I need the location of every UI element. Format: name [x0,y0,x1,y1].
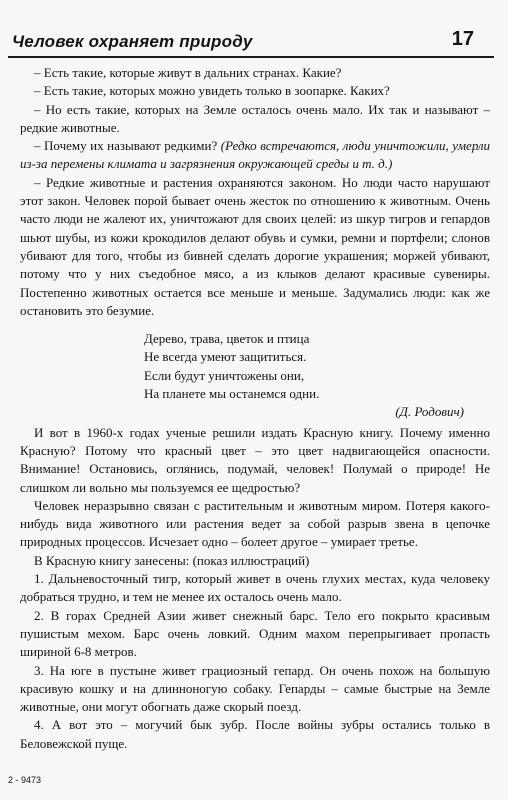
poem-line: Дерево, трава, цветок и птица [144,331,310,347]
poem-author: (Д. Родович) [395,404,464,420]
question-text: – Почему их называют редкими? [34,138,218,154]
list-item: 4. А вот это – могучий бык зубр. После войны зубры остались только в Беловежской пуще. [20,717,490,751]
poem [144,330,490,403]
signature-mark: 2 - 9473 [8,775,42,785]
dialogue-line: – Но есть такие, которых на Земле осталось очень мало. Их так и называют – редкие животные. [20,101,490,135]
dialogue-question [20,137,490,174]
list-item: 2. В горах Средней Азии живет снежный барс. Тело его покрыто красивым пушистым мехом. Барс очень ловкий. Одним махом перепрыгивает пропасть шириной 6-8 метров. [20,607,490,660]
paragraph-connection: Человек неразрывно связан с растительным и животным миром. Потеря какого-нибудь вида животного или растения ведет за собой разрыв звена в цепочке природных процессов. Исчезает одно – болеет другое – умирает третье. [20,497,490,550]
page-body [20,64,490,753]
page-header-title: Человек охраняет природу [12,32,253,51]
poem-line: На планете мы останемся одни. [144,386,320,402]
dialogue-line: – Есть такие, которые живут в дальних странах. Какие? [34,65,342,80]
list-item: 3. На юге в пустыне живет грациозный гепард. Он очень похож на большую красивую кошку и на длинноногую собаку. Гепарды – самые быстрые на Земле животные, они могут обогнать даже скорый поезд. [20,662,490,715]
dialogue-line: – Есть такие, которых можно увидеть только в зоопарке. Каких? [34,83,390,99]
answer-hint: (Редко встречаются, люди уничтожили, умерли из-за перемены климата и загрязнения окружающей среды и т. д.) [20,138,490,172]
paragraph-rare-species: – Редкие животные и растения охраняются законом. Но люди часто нарушают этот закон. Человек порой бывает очень жесток по отношению к животным. Очень часто люди не жалеют их, уничтожают для своих целей: из шкур тигров и гепардов шьют шубы, из кожи крокодилов делают обувь и сумки, ремни и портфели; слонов убивают для того, чтобы из бивней сделать дорогие украшения; моржей убивают, потому что у них съедобное мясо, а из клыков делают красивые сувениры. Постепенно животных остается все меньше и меньше. Задумались люди: как же остановить это безумие. [20,174,490,318]
page-number: 17 [451,28,474,50]
paragraph-red-book: И вот в 1960-х годах ученые решили издать Красную книгу. Почему именно Красную? Потому что красный цвет – это цвет надвигающейся опасности. Внимание! Остановись, оглянись, подумай, человек! Полумай о природе! Не слишком ли вольно мы пользуемся ее щедростью? [20,424,490,495]
poem-line: Не всегда умеют защититься. [144,349,307,365]
list-item: 1. Дальневосточный тигр, который живет в очень глухих местах, куда человеку добраться трудно, и тем не менее их осталось очень мало. [20,571,490,605]
running-header [8,26,494,58]
poem-line: Если будут уничтожены они, [144,367,305,383]
list-intro: В Красную книгу занесены: (показ иллюстраций) [34,552,310,568]
